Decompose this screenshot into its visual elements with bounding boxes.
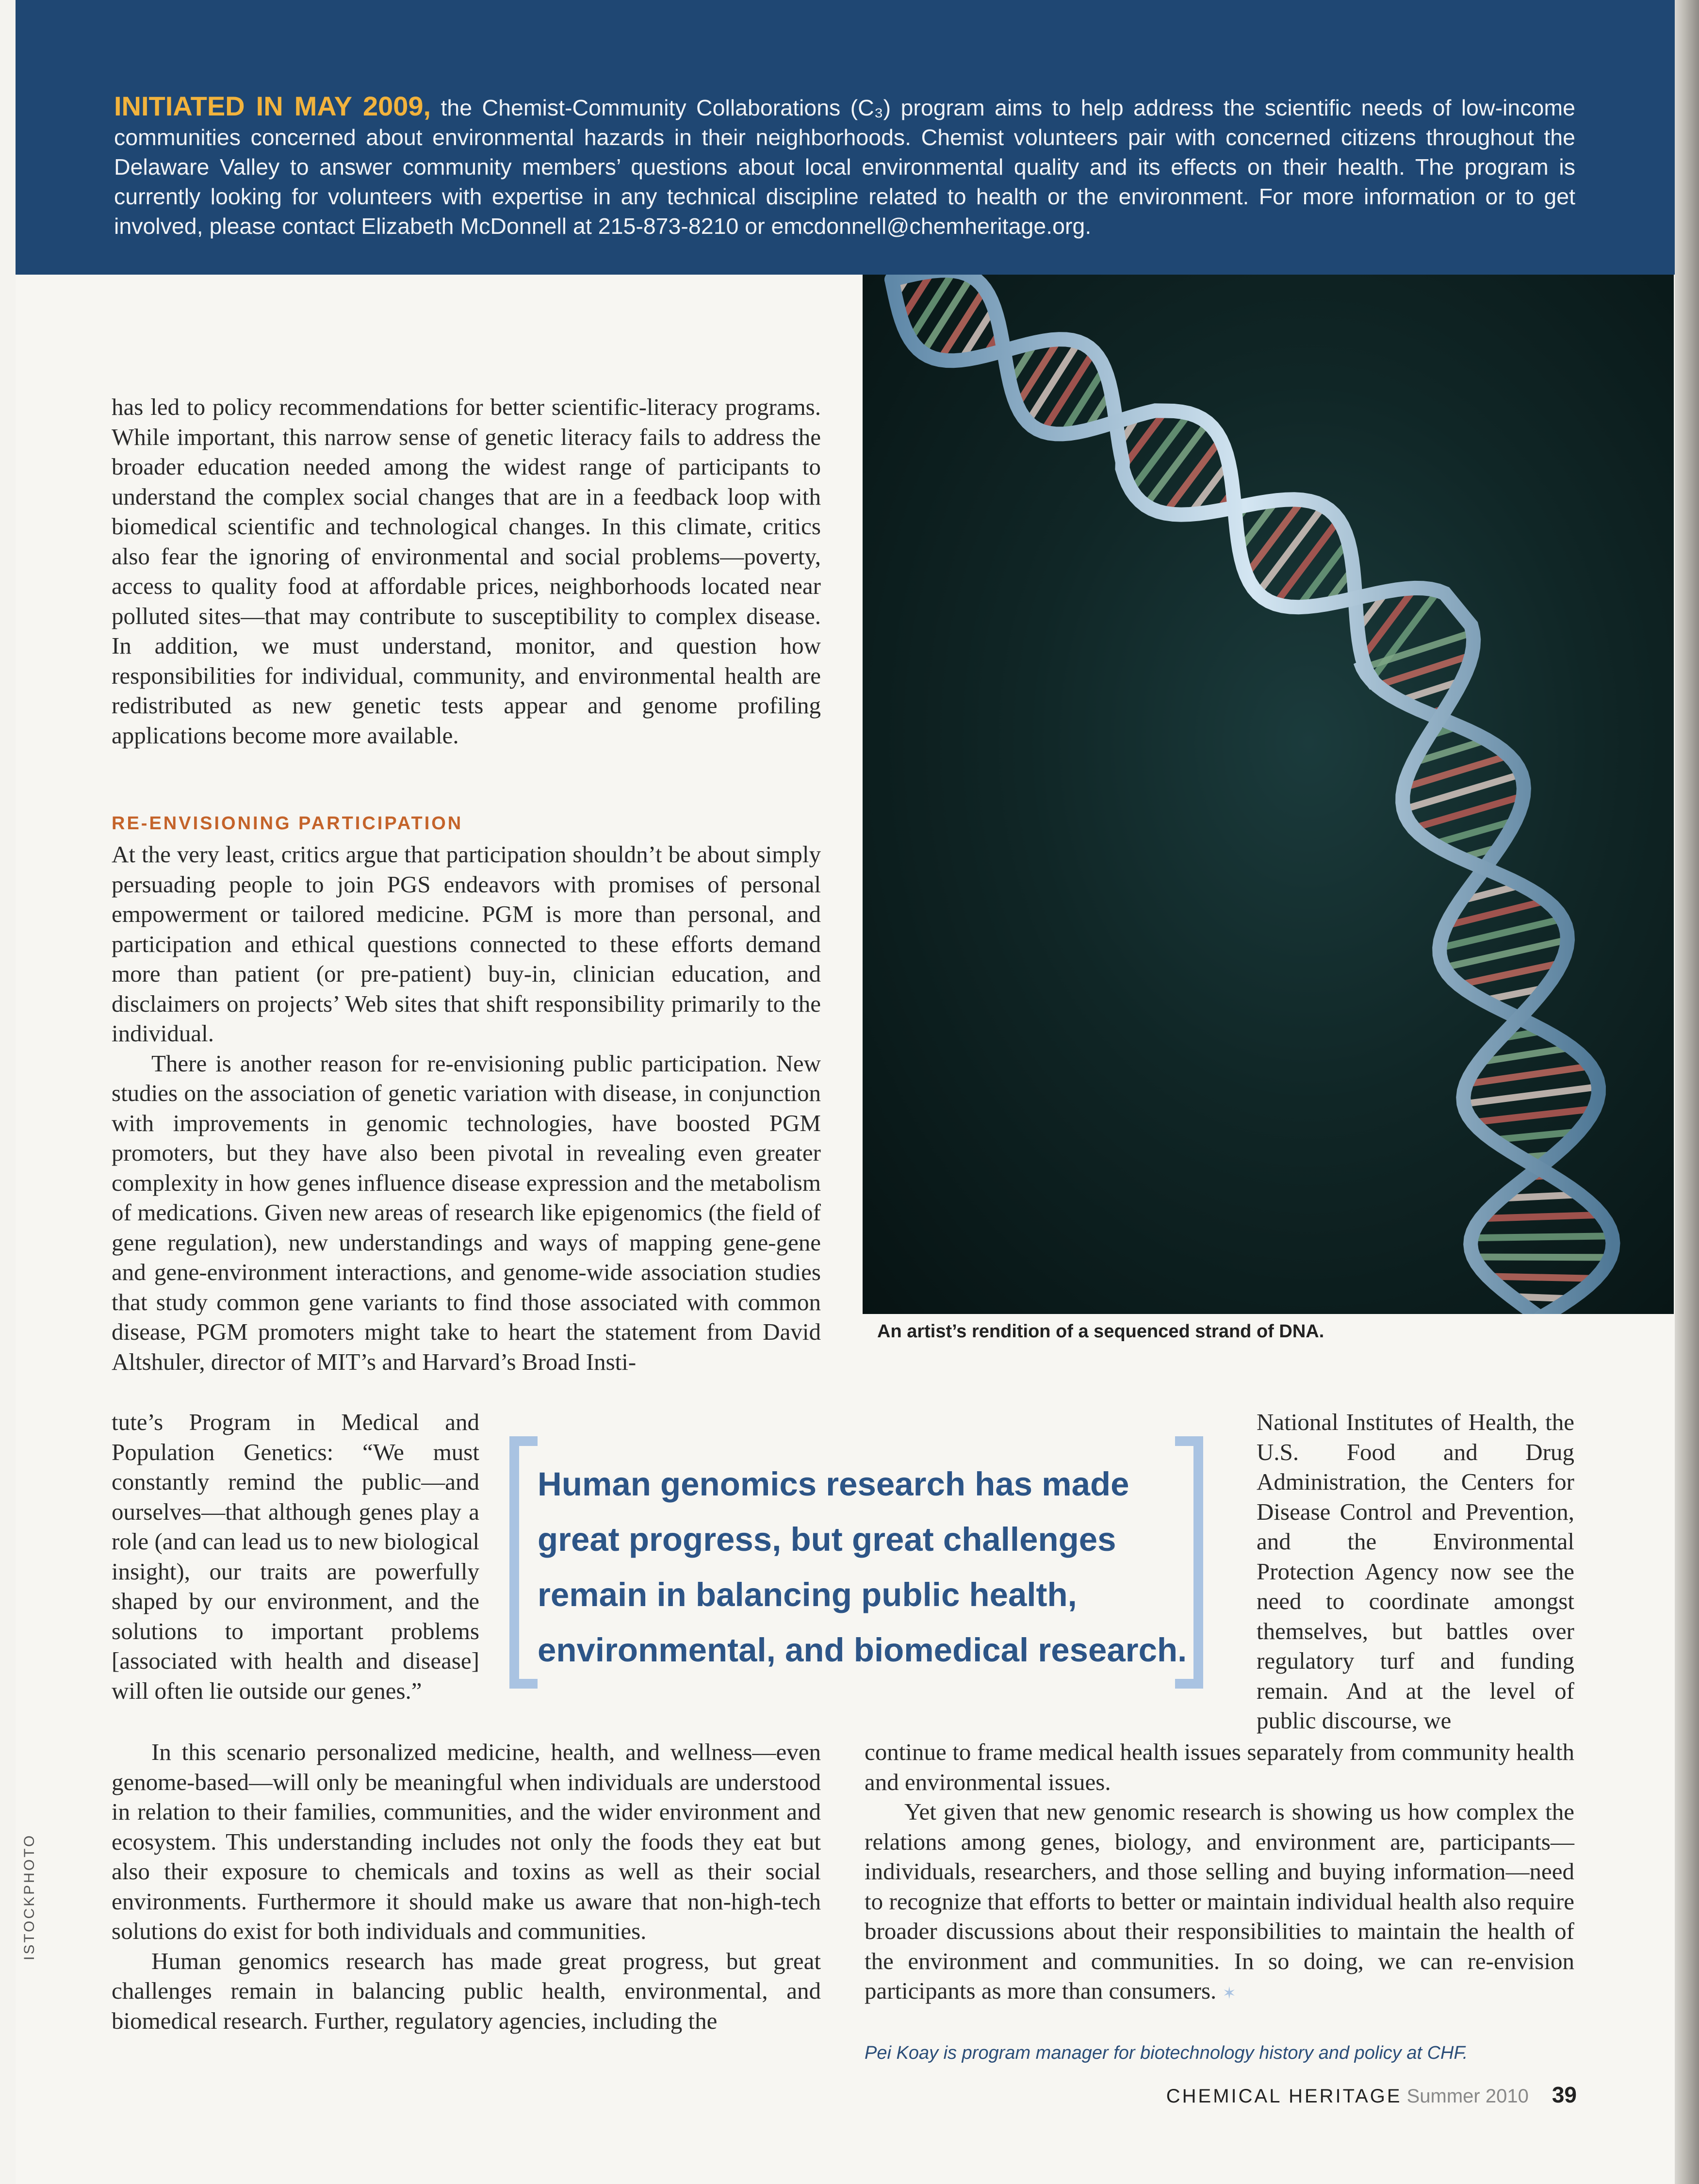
banner-lead: INITIATED IN MAY 2009, (114, 91, 431, 121)
page-footer (1166, 2082, 1577, 2108)
base-pair-rung (1487, 1276, 1595, 1278)
article-column-right (865, 1737, 1574, 2009)
dna-photo (863, 275, 1674, 1314)
page-binding-edge (1675, 0, 1699, 2184)
article-paragraph: continue to frame medical health issues separately from community health and environmental issues. (865, 1739, 1574, 1795)
program-banner (16, 0, 1675, 275)
article-paragraph: has led to policy recommendations for better scientific-literacy programs. While important, this narrow sense of genetic literacy fails to address the broader education needed among the widest range of participants to understand the complex social changes that are in a feedback loop with biomedical scientific and technological changes. In this climate, critics also fear the ignoring of environmental and social problems—poverty, access to quality food at affordable prices, neighborhoods located near polluted sites—that may contribute to susceptibility to complex disease. In addition, we must understand, monitor, and question how responsibilities for individual, community, and environmental health are redistributed as new genetic tests appear and genome profiling applications become more available. (112, 394, 821, 749)
article-paragraph: There is another reason for re-envisioning public participation. New studies on the association of genetic variation with disease, in conjunction with improvements in genomic technologies, have boosted PGM promoters, but they have also been pivotal in revealing even greater complexity in how genes influence disease expression and the metabolism of medications. Given new areas of research like epigenomics (the field of gene regulation), new understandings and ways of mapping gene-gene and gene-environment interactions, and genome-wide association studies that study common gene variants to find those associated with common disease, PGM promoters might take to heart the statement from David Altshuler, director of MIT’s and Harvard’s Broad Insti- (112, 1050, 821, 1375)
article-column-right-narrow (1257, 1407, 1574, 1736)
article-paragraph (865, 1797, 1574, 2009)
base-pair-rung (1466, 1066, 1590, 1084)
base-pair-rung (1473, 1109, 1594, 1122)
page-number: 39 (1552, 2082, 1577, 2107)
base-pair-rung (923, 277, 971, 353)
base-pair-rung (910, 275, 954, 339)
article-column-left-bottom (112, 1737, 821, 2036)
article-column-left-narrow (112, 1407, 479, 1706)
photo-caption: An artist’s rendition of a sequenced strand of DNA. (877, 1321, 1324, 1342)
base-pair-rung (940, 289, 985, 360)
article-paragraph: National Institutes of Health, the U.S. Food and Drug Administration, the Centers for Disease Control and Prevention, and the Environmental Protection Agency now see the need to coordinate amongst themselves, but battles over regulatory turf and funding remain. And at the level of public discourse, we (1257, 1409, 1574, 1734)
banner-body: the Chemist-Community Collaborations (C₃) program aims to help address the scientific needs of low-income communities concerned about environmental hazards in their neighborhoods. Chemist volunteers pair with concerned citizens throughout the Delaware Valley to answer community members’ questions about local environmental quality and its effects on their health. The program is currently looking for volunteers with expertise in any technical discipline related to health or the environment. For more information or to get involved, please contact Elizabeth McDonnell at 215-873-8210 or emcdonnell@chemheritage.org. (114, 95, 1576, 239)
pull-quote (509, 1436, 1203, 1689)
banner-text (114, 91, 1575, 241)
article-paragraph: Human genomics research has made great progress, but great challenges remain in balancing public health, environmental, and biomedical research. Further, regulatory agencies, including the (112, 1947, 821, 2034)
dna-strand-b (892, 275, 1613, 1314)
article-text: Yet given that new genomic research is showing us how complex the relations among genes, biology, and environment are, participants—individuals, researchers, and those selling and buying information—need to recognize that efforts to better or maintain individual health also require broader discussions about their responsibilities to maintain the health of the environment and communities. In so doing, we can re-envision participants as more than consumers. (865, 1798, 1574, 2004)
article-column-left-mid (112, 839, 821, 1377)
base-pair-rung (1464, 1087, 1599, 1104)
section-heading: RE-ENVISIONING PARTICIPATION (112, 813, 463, 834)
base-pair-rung (1246, 500, 1303, 575)
author-note: Pei Koay is program manager for biotechnology history and policy at CHF. (865, 2043, 1468, 2063)
dna-strand-a (892, 279, 1599, 1314)
photo-credit: ISTOCKPHOTO (21, 1833, 37, 1960)
base-pair-rung (1131, 413, 1189, 491)
article-paragraph: In this scenario personalized medicine, health, and wellness—even genome-based—will only be meaningful when individuals are understood in relation to their families, communities, and the wider environment and ecosystem. This understanding includes not only the foods they eat but also their exposure to chemicals and toxins as well as their social environments. Furthermore it should make us aware that non-high-tech solutions do exist for both individuals and communities. (112, 1739, 821, 1944)
dna-helix-illustration (863, 275, 1674, 1314)
magazine-name: CHEMICAL HERITAGE (1166, 2085, 1402, 2107)
base-pair-rung (1481, 1215, 1601, 1218)
issue-date: Summer 2010 (1406, 2085, 1529, 2107)
pull-quote-text: Human genomics research has made great progress, but great challenges remain in balancing public health, environmental, and biomedical research. (538, 1465, 1187, 1669)
base-pair-rung (1165, 439, 1221, 513)
article-paragraph: At the very least, critics argue that participation shouldn’t be about simply persuading people to join PGS endeavors with promises of personal empowerment or tailored medicine. PGM is more than personal, and participation and ethical questions connected to these efforts demand more than patient (or pre-patient) buy-in, clinician education, and disclaimers on projects’ Web sites that shift responsibility primarily to the individual. (112, 841, 821, 1047)
end-mark: ✶ (1222, 1985, 1237, 2003)
base-pair-rung (1471, 1236, 1612, 1238)
article-paragraph: tute’s Program in Medical and Population Genetics: “We must constantly remind the public—and ourselves—that although genes play a role (and can lead us to new biological insight), our traits are powerfully shaped by our environment, and the solutions to important problems [associated with health and disease] will often lie outside our genes.” (112, 1409, 479, 1704)
article-column-left-top (112, 392, 821, 750)
pull-quote-bracket-left (509, 1436, 538, 1689)
